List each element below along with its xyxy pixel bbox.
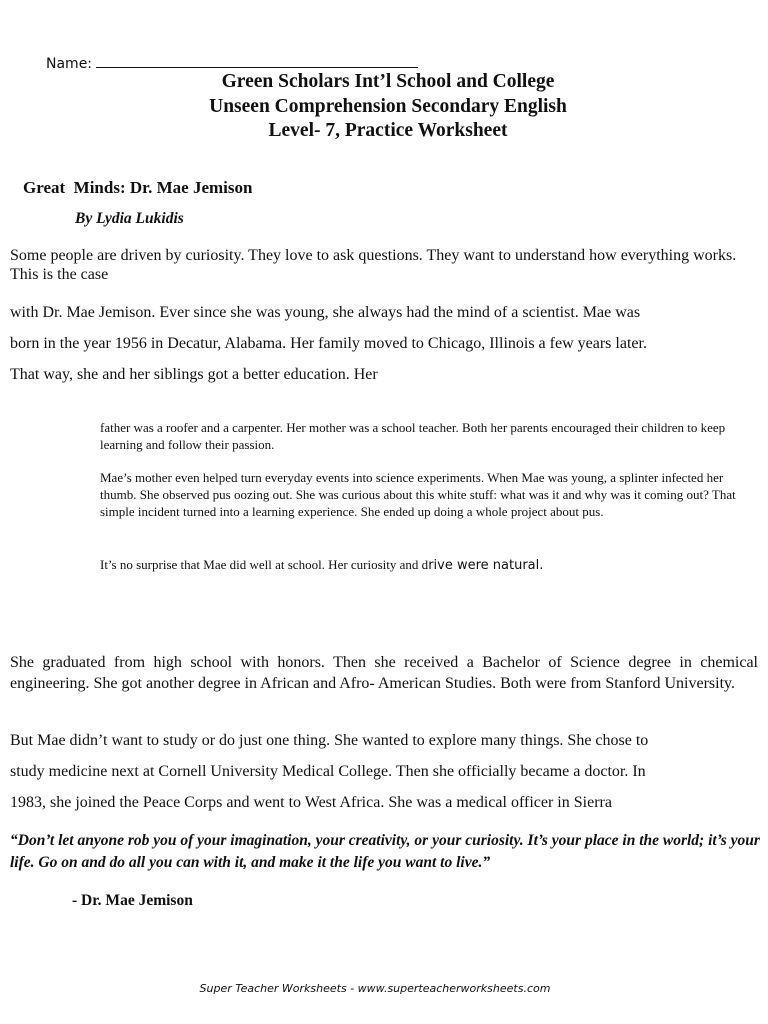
jemison-quote: “Don’t let anyone rob you of your imagination, your creativity, or your curiosity. It’s your place in the world; it’s your life. Go on and do all you can with it, and make it the life you want to live.” [10, 832, 760, 871]
page-footer: Super Teacher Worksheets - www.superteacherworksheets.com [199, 982, 551, 995]
name-label: Name: [46, 56, 93, 72]
text-run: rive were natural. [428, 558, 544, 573]
text-run: It’s no surprise that Mae did well at school. Her curiosity and d [100, 557, 429, 572]
paragraph-medicine [10, 725, 760, 818]
article-byline: By Lydia Lukidis [75, 210, 184, 227]
paragraph-line: 1983, she joined the Peace Corps and went to West Africa. She was a medical officer in Sierra [10, 794, 612, 811]
quote-attribution: - Dr. Mae Jemison [72, 892, 193, 909]
level-title: Level- 7, Practice Worksheet [268, 120, 508, 141]
paragraph-early-life [10, 297, 760, 390]
paragraph-line: That way, she and her siblings got a better education. Her [10, 366, 378, 383]
paragraph-line: But Mae didn’t want to study or do just one thing. She wanted to explore many things. She chose to [10, 732, 649, 749]
article-title: Great Minds: Dr. Mae Jemison [23, 178, 253, 197]
paragraph-parents: father was a roofer and a carpenter. Her mother was a school teacher. Both her parents encouraged their children to keep learning and follow their passion. [100, 420, 726, 452]
paragraph-splinter: Mae’s mother even helped turn everyday events into science experiments. When Mae was young, a splinter infected her thumb. She observed pus oozing out. She was curious about this white stuff: what was it and why was it coming out? That simple incident turned into a learning experience. She ended up doing a whole project about pus. [100, 470, 736, 519]
paragraph-line: with Dr. Mae Jemison. Ever since she was young, she always had the mind of a scientist. Mae was [10, 304, 641, 321]
paragraph-line: study medicine next at Cornell University Medical College. Then she officially became a doctor. In [10, 763, 646, 780]
paragraph-school [100, 556, 744, 574]
subject-title: Unseen Comprehension Secondary English [209, 95, 567, 117]
name-blank-line [96, 54, 418, 68]
paragraph-graduated: She graduated from high school with honors. Then she received a Bachelor of Science degree in chemical engineering. She got another degree in African and Afro- American Studies. Both were from Stanford University. [10, 654, 758, 692]
worksheet-header [0, 70, 768, 144]
school-name: Green Scholars Int’l School and College [221, 71, 555, 92]
paragraph-line: born in the year 1956 in Decatur, Alabama. Her family moved to Chicago, Illinois a few years later. [10, 335, 647, 352]
paragraph-intro: Some people are driven by curiosity. They love to ask questions. They want to understand how everything works. This is the case [10, 247, 737, 283]
